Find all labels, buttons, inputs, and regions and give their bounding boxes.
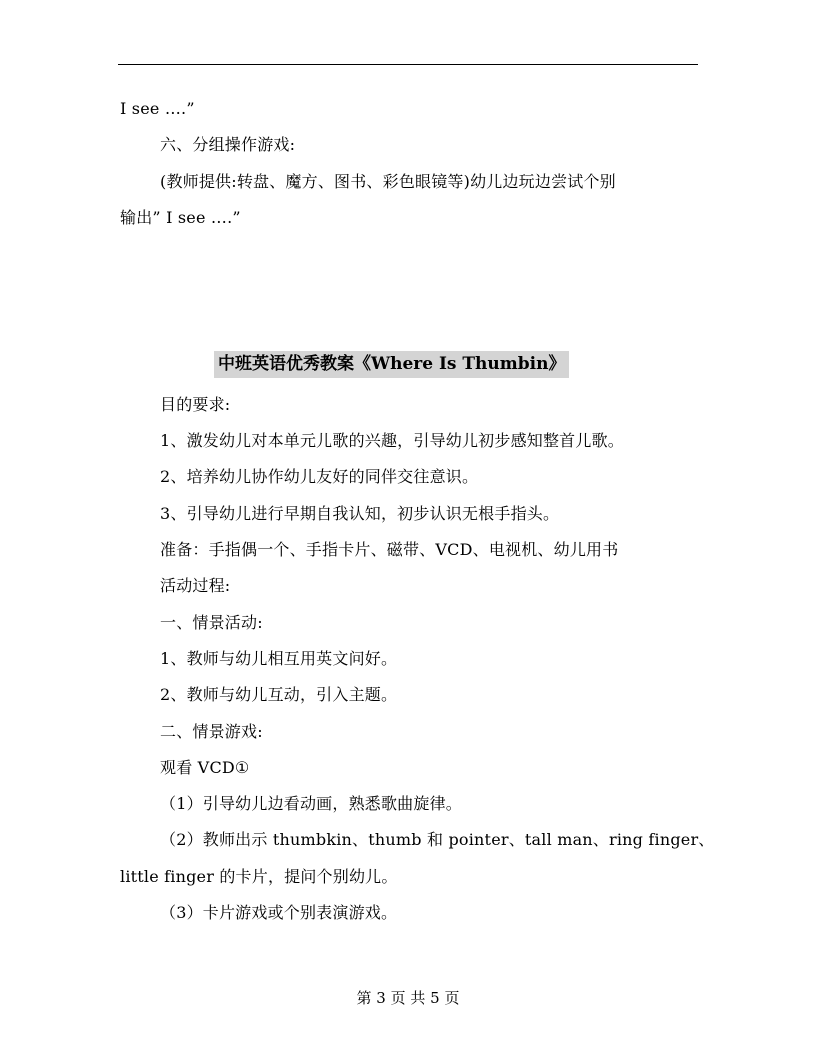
section-title: 中班英语优秀教案《Where Is Thumbin》 xyxy=(214,351,569,378)
text-line: （1）引导幼儿边看动画，熟悉歌曲旋律。 xyxy=(160,794,462,813)
text-line: 2、培养幼儿协作幼儿友好的同伴交往意识。 xyxy=(160,467,479,486)
text-line: 活动过程: xyxy=(160,576,231,595)
text-line: 六、分组操作游戏: xyxy=(160,135,296,154)
header-rule xyxy=(118,64,698,65)
text-line: 输出” I see ….” xyxy=(120,208,241,227)
text-line: 准备：手指偶一个、手指卡片、磁带、VCD、电视机、幼儿用书 xyxy=(160,540,619,559)
text-line: 1、激发幼儿对本单元儿歌的兴趣，引导幼儿初步感知整首儿歌。 xyxy=(160,431,624,450)
text-line: 一、情景活动: xyxy=(160,613,263,632)
text-line: 2、教师与幼儿互动，引入主题。 xyxy=(160,685,398,704)
text-line: 二、情景游戏: xyxy=(160,722,263,741)
text-line: 3、引导幼儿进行早期自我认知，初步认识无根手指头。 xyxy=(160,504,560,523)
text-line: 1、教师与幼儿相互用英文问好。 xyxy=(160,649,398,668)
text-line: 观看 VCD① xyxy=(160,758,250,777)
text-line: little finger 的卡片，提问个别幼儿。 xyxy=(120,867,398,886)
text-line: （3）卡片游戏或个别表演游戏。 xyxy=(160,903,398,922)
text-line: I see ….” xyxy=(120,99,195,118)
text-line: (教师提供:转盘、魔方、图书、彩色眼镜等)幼儿边玩边尝试个别 xyxy=(160,172,616,191)
page-footer: 第 3 页 共 5 页 xyxy=(356,989,460,1007)
text-line: 目的要求: xyxy=(160,395,231,414)
text-line: （2）教师出示 thumbkin、thumb 和 pointer、tall man、ring finger、 xyxy=(160,830,715,849)
